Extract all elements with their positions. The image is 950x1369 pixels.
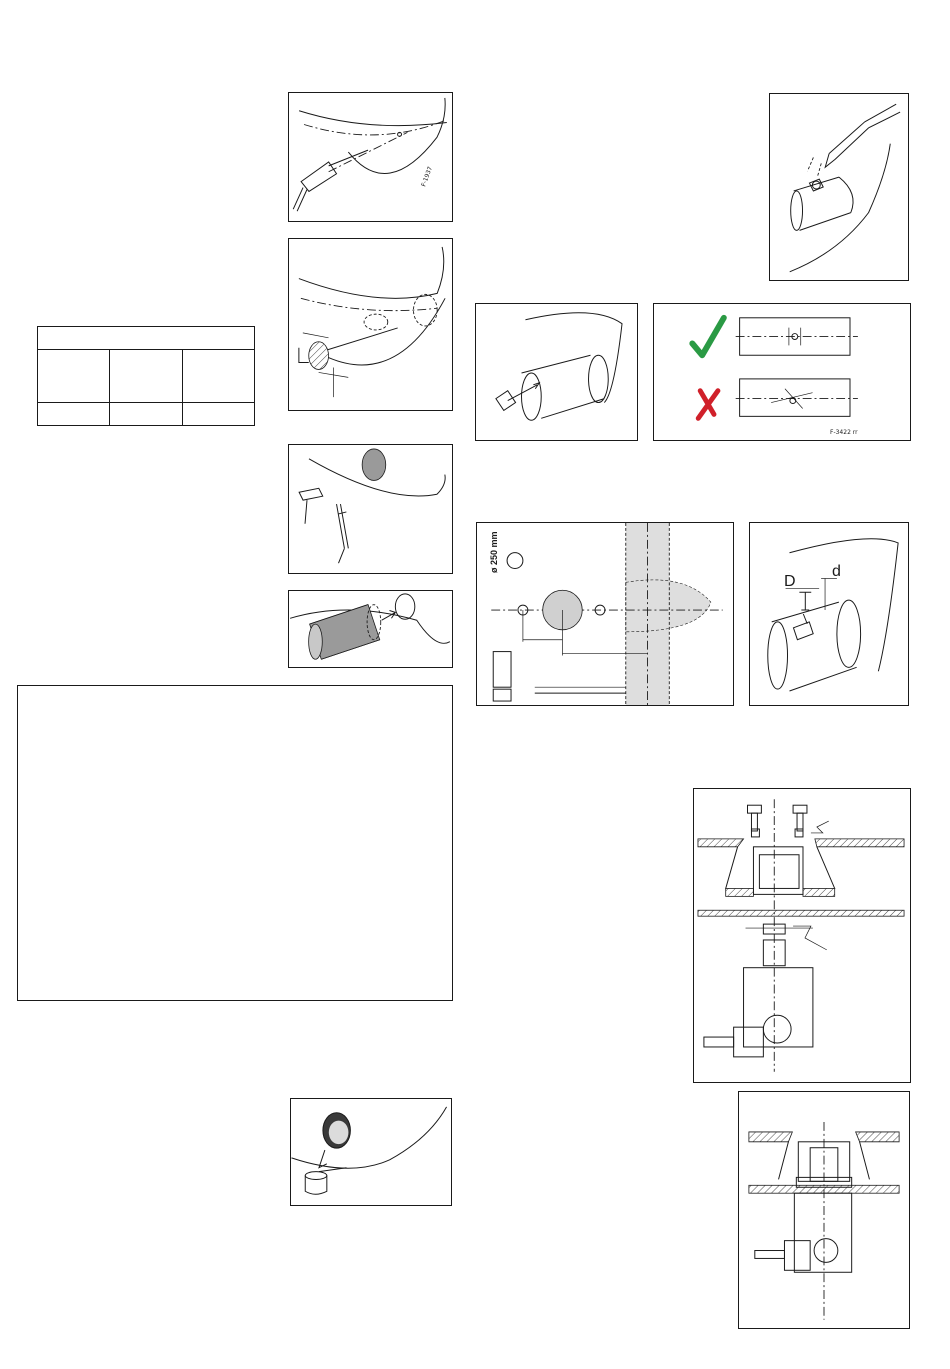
table-cell — [182, 350, 254, 403]
dimension-table — [37, 326, 255, 426]
table-header-cell — [38, 327, 255, 350]
table-cell — [182, 403, 254, 426]
dimension-d-label: d — [832, 563, 841, 580]
table-cell — [38, 403, 110, 426]
figure-alignment-check — [653, 303, 911, 441]
figure-drill-template — [476, 522, 734, 706]
figure-insert-tube — [288, 590, 453, 668]
figure-deburr-hole — [288, 444, 453, 574]
dimension-D-label: D — [784, 573, 796, 590]
template-diameter-label: ø 250 mm — [489, 531, 499, 573]
table-cell — [110, 350, 182, 403]
table-cell — [38, 350, 110, 403]
notes-box — [17, 685, 453, 1001]
check-icon — [692, 318, 724, 355]
figure-thruster-exploded — [693, 788, 911, 1083]
figure-apply-sealant — [290, 1098, 452, 1206]
figure-code: F-3422 rr — [830, 429, 858, 436]
figure-code: F-1937 — [420, 165, 435, 188]
figure-template-sticker — [475, 303, 638, 441]
figure-drill-pilot-hole — [288, 92, 453, 222]
figure-marking-pencil — [769, 93, 909, 281]
cross-icon — [698, 391, 718, 419]
figure-check-dimensions — [749, 522, 909, 706]
figure-hole-saw — [288, 238, 453, 411]
figure-thruster-assembled — [738, 1091, 910, 1329]
table-cell — [110, 403, 182, 426]
